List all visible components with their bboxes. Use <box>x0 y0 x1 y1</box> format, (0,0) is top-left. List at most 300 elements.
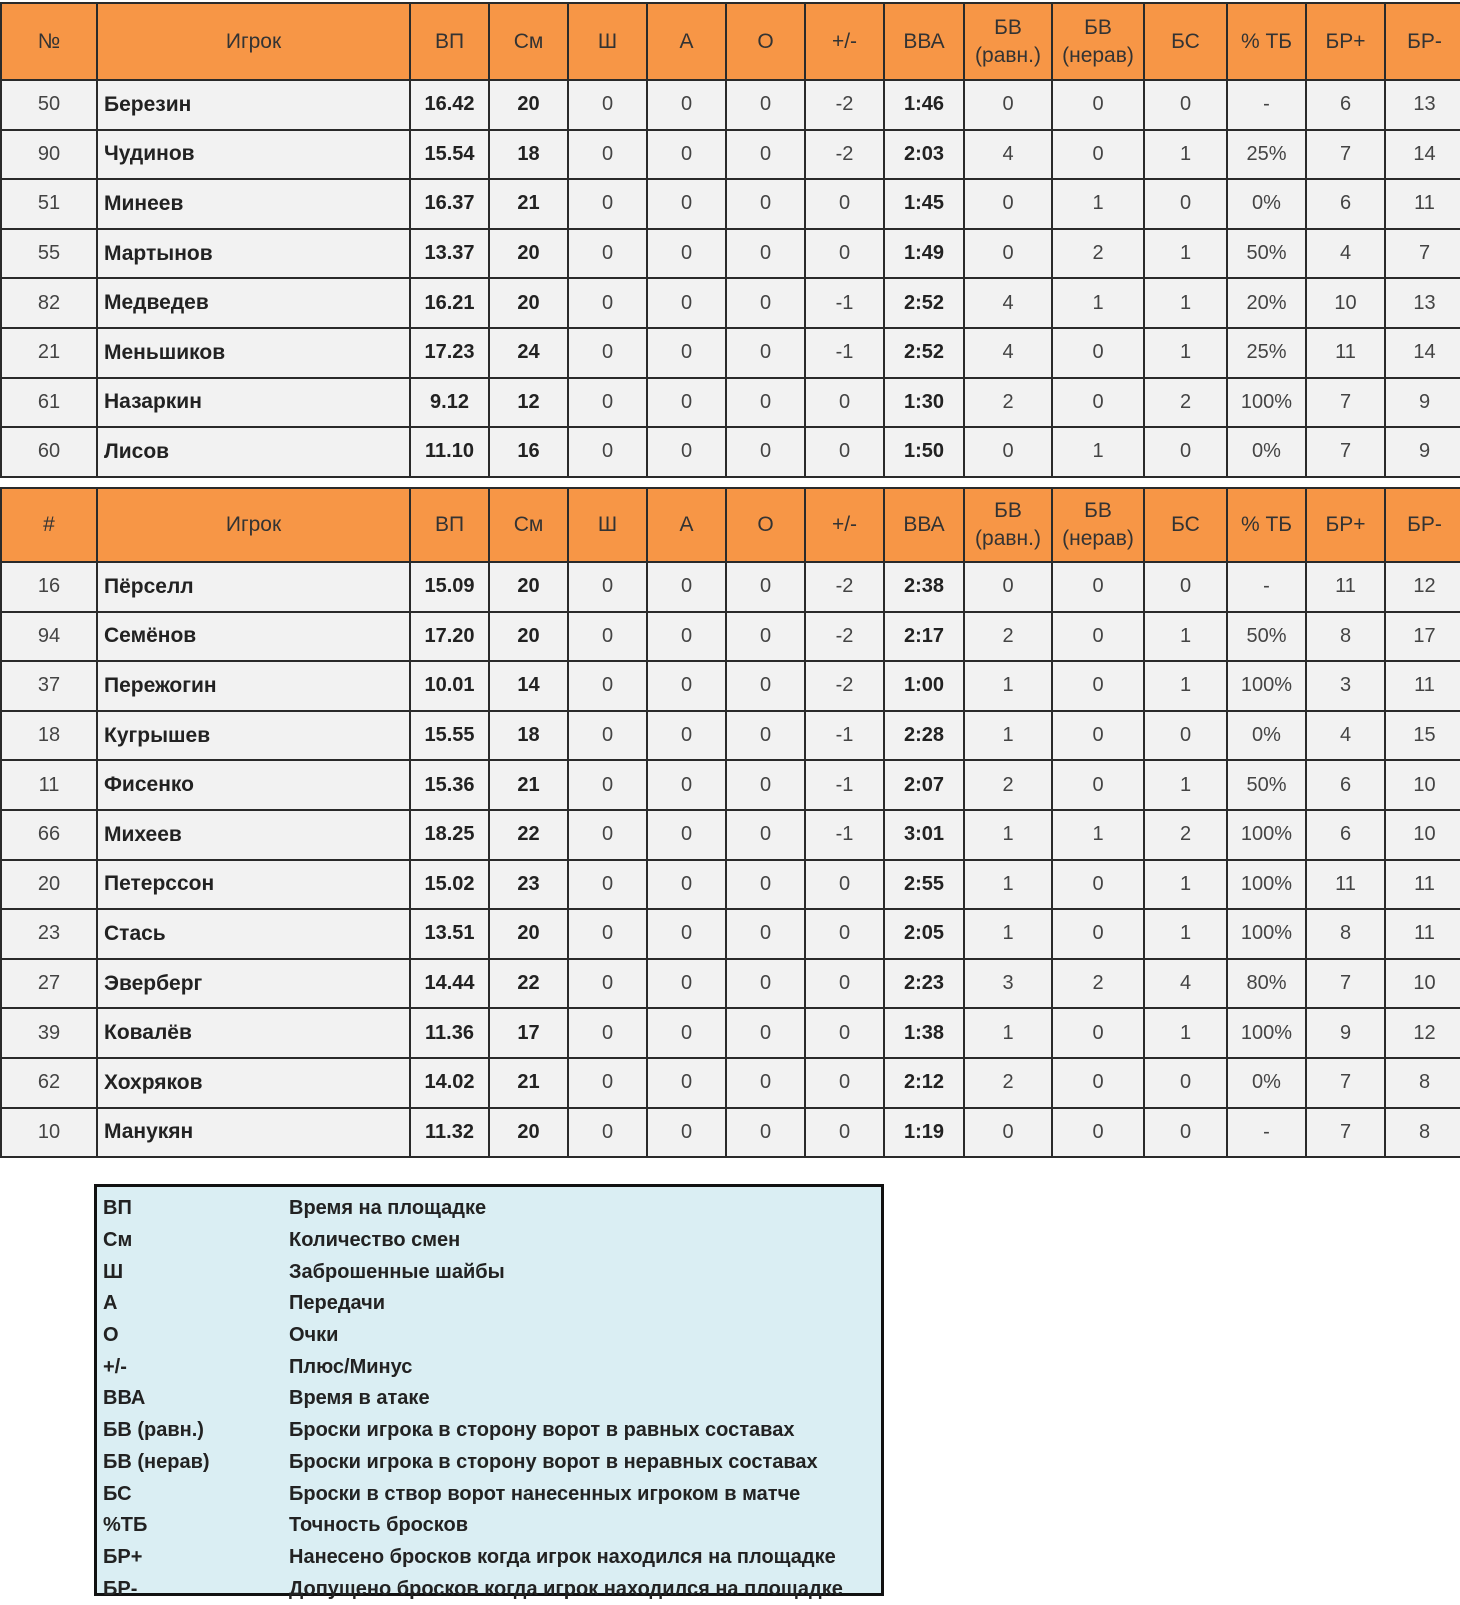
legend-description: Заброшенные шайбы <box>289 1260 505 1283</box>
legend-description: Время в атаке <box>289 1387 430 1410</box>
table-cell: 37 <box>1 661 97 711</box>
table-cell: 24 <box>489 328 568 378</box>
table-cell: 50% <box>1227 612 1306 662</box>
table-cell: 0 <box>1052 760 1144 810</box>
legend-abbreviation: +/- <box>103 1355 127 1378</box>
legend-row <box>103 1225 881 1257</box>
table-cell: 0 <box>805 860 884 910</box>
table-cell: 12 <box>489 378 568 428</box>
column-header: БВ (нерав) <box>1052 488 1144 562</box>
table-cell: 0 <box>647 130 726 180</box>
column-header: БС <box>1144 3 1227 80</box>
table-cell: 11 <box>1385 179 1460 229</box>
column-header: % ТБ <box>1227 3 1306 80</box>
table-cell: 16 <box>489 427 568 477</box>
column-header: № <box>1 3 97 80</box>
legend-abbreviation: А <box>103 1292 118 1315</box>
legend-row <box>103 1447 881 1479</box>
table-cell: 1 <box>964 909 1052 959</box>
table-cell: 11 <box>1385 860 1460 910</box>
table-cell: 100% <box>1227 378 1306 428</box>
table-cell: 20 <box>489 909 568 959</box>
legend-abbreviation: О <box>103 1324 119 1347</box>
column-header: См <box>489 3 568 80</box>
table-cell: 0 <box>1144 80 1227 130</box>
table-cell: 0 <box>568 612 647 662</box>
column-header: БС <box>1144 488 1227 562</box>
player-name-cell: Меньшиков <box>97 328 410 378</box>
table-cell: 15.54 <box>410 130 489 180</box>
legend-row <box>103 1256 881 1288</box>
player-name-cell: Хохряков <box>97 1058 410 1108</box>
column-header: % ТБ <box>1227 488 1306 562</box>
table-cell: 0 <box>647 562 726 612</box>
table-cell: 13 <box>1385 278 1460 328</box>
table-cell: 1 <box>964 661 1052 711</box>
table-cell: 0 <box>647 860 726 910</box>
table-cell: 0 <box>964 80 1052 130</box>
table-row <box>1 661 1460 711</box>
table-cell: 17.20 <box>410 612 489 662</box>
table-cell: 0 <box>1052 1058 1144 1108</box>
table-cell: 0 <box>726 130 805 180</box>
table-cell: 2 <box>964 1058 1052 1108</box>
player-name-cell: Медведев <box>97 278 410 328</box>
column-header: БР+ <box>1306 488 1385 562</box>
column-header: # <box>1 488 97 562</box>
table-cell: 0 <box>726 661 805 711</box>
table-cell: 6 <box>1306 80 1385 130</box>
table-cell: 2:05 <box>884 909 964 959</box>
table-cell: 11 <box>1385 661 1460 711</box>
table-cell: -2 <box>805 661 884 711</box>
table-cell: 10 <box>1385 760 1460 810</box>
table-cell: 1 <box>964 860 1052 910</box>
table-cell: 0 <box>568 959 647 1009</box>
table-cell: 14 <box>1385 130 1460 180</box>
player-name-cell: Манукян <box>97 1108 410 1158</box>
table-cell: 4 <box>1306 229 1385 279</box>
table-cell: 0 <box>647 278 726 328</box>
table-cell: 20 <box>489 562 568 612</box>
table-cell: 0 <box>568 378 647 428</box>
table-cell: 4 <box>964 328 1052 378</box>
table-cell: 0 <box>1052 130 1144 180</box>
table-cell: 0 <box>726 860 805 910</box>
table-cell: 14.02 <box>410 1058 489 1108</box>
legend-description: Передачи <box>289 1292 386 1315</box>
table-cell: 2 <box>964 612 1052 662</box>
table-cell: 50 <box>1 80 97 130</box>
table-cell: 23 <box>1 909 97 959</box>
table-cell: 21 <box>489 760 568 810</box>
column-header: ВВА <box>884 488 964 562</box>
table-cell: 2 <box>1144 810 1227 860</box>
table-cell: -2 <box>805 130 884 180</box>
table-cell: 0 <box>726 562 805 612</box>
table-cell: 100% <box>1227 661 1306 711</box>
column-header: Игрок <box>97 488 410 562</box>
legend-abbreviation: БС <box>103 1482 132 1505</box>
table-cell: 0 <box>647 328 726 378</box>
legend-row <box>103 1510 881 1542</box>
table-row <box>1 179 1460 229</box>
table-cell: 20 <box>489 1108 568 1158</box>
table-cell: 17 <box>489 1008 568 1058</box>
table-cell: 0 <box>647 612 726 662</box>
table-cell: 1 <box>1144 612 1227 662</box>
column-header: Ш <box>568 3 647 80</box>
table-cell: 39 <box>1 1008 97 1058</box>
table-cell: 1 <box>1144 229 1227 279</box>
table-cell: 0 <box>726 179 805 229</box>
table-cell: 0 <box>1052 661 1144 711</box>
table-cell: 62 <box>1 1058 97 1108</box>
table-cell: 6 <box>1306 810 1385 860</box>
table-cell: 90 <box>1 130 97 180</box>
table-cell: 0 <box>726 229 805 279</box>
player-name-cell: Эверберг <box>97 959 410 1009</box>
table-cell: 1:46 <box>884 80 964 130</box>
table-cell: 1 <box>1144 328 1227 378</box>
table-cell: 21 <box>489 179 568 229</box>
legend-abbreviation: Ш <box>103 1260 124 1283</box>
table-cell: -1 <box>805 328 884 378</box>
legend-description: Время на площадке <box>289 1197 487 1220</box>
table-cell: 20 <box>489 80 568 130</box>
column-header: БР- <box>1385 488 1460 562</box>
legend-row <box>103 1542 881 1574</box>
table-cell: 0 <box>568 80 647 130</box>
table-cell: 0 <box>647 1108 726 1158</box>
table-cell: 0 <box>964 562 1052 612</box>
table-cell: 7 <box>1306 1108 1385 1158</box>
table-cell: 11 <box>1 760 97 810</box>
table-cell: 17 <box>1385 612 1460 662</box>
table-row <box>1 1058 1460 1108</box>
table-cell: 0 <box>568 278 647 328</box>
table-row <box>1 612 1460 662</box>
table-cell: 3 <box>964 959 1052 1009</box>
table-row <box>1 378 1460 428</box>
table-cell: 2:28 <box>884 711 964 761</box>
player-name-cell: Минеев <box>97 179 410 229</box>
table-cell: 0 <box>1052 909 1144 959</box>
table-row <box>1 130 1460 180</box>
table-cell: -2 <box>805 562 884 612</box>
table-row <box>1 278 1460 328</box>
table-cell: 1 <box>1052 179 1144 229</box>
legend-description: Броски в створ ворот нанесенных игроком в матче <box>289 1482 801 1505</box>
table-cell: 4 <box>1306 711 1385 761</box>
table-cell: 20 <box>489 278 568 328</box>
player-name-cell: Лисов <box>97 427 410 477</box>
table-cell: 23 <box>489 860 568 910</box>
table-cell: 1 <box>1144 860 1227 910</box>
table-cell: 11 <box>1306 328 1385 378</box>
table-cell: 9.12 <box>410 378 489 428</box>
player-name-cell: Мартынов <box>97 229 410 279</box>
player-name-cell: Фисенко <box>97 760 410 810</box>
table-cell: 1:38 <box>884 1008 964 1058</box>
table-cell: 2:17 <box>884 612 964 662</box>
table-cell: 0 <box>647 909 726 959</box>
column-header: См <box>489 488 568 562</box>
table-cell: 0 <box>568 860 647 910</box>
table-cell: 20 <box>489 229 568 279</box>
table-cell: 20 <box>489 612 568 662</box>
column-header: ВП <box>410 488 489 562</box>
table-cell: 0 <box>1052 1008 1144 1058</box>
table-cell: 2 <box>1144 378 1227 428</box>
table-cell: 0 <box>647 229 726 279</box>
table-cell: 0 <box>1144 711 1227 761</box>
legend-abbreviation: БР- <box>103 1577 138 1600</box>
table-cell: 20% <box>1227 278 1306 328</box>
table-cell: - <box>1227 80 1306 130</box>
table-cell: 0 <box>805 378 884 428</box>
column-header: О <box>726 3 805 80</box>
table-cell: 9 <box>1385 427 1460 477</box>
table-cell: 0 <box>1144 562 1227 612</box>
table-cell: 0 <box>1052 1108 1144 1158</box>
table-cell: 0 <box>726 612 805 662</box>
table-cell: 1 <box>964 1008 1052 1058</box>
column-header: ВП <box>410 3 489 80</box>
table-cell: 100% <box>1227 810 1306 860</box>
table-cell: 1 <box>1052 427 1144 477</box>
table-cell: 0 <box>568 1108 647 1158</box>
legend-box <box>94 1184 884 1600</box>
table-cell: 0 <box>726 278 805 328</box>
table-cell: 10 <box>1 1108 97 1158</box>
table-cell: 0 <box>805 179 884 229</box>
table-cell: 0% <box>1227 1058 1306 1108</box>
table-cell: 0 <box>805 1008 884 1058</box>
legend-description: Очки <box>289 1324 339 1347</box>
legend-abbreviation: БВ (равн.) <box>103 1419 204 1442</box>
table-row <box>1 959 1460 1009</box>
table-cell: 6 <box>1306 760 1385 810</box>
table-cell: -1 <box>805 711 884 761</box>
table-cell: 3 <box>1306 661 1385 711</box>
legend-row <box>103 1351 881 1383</box>
table-cell: 7 <box>1385 229 1460 279</box>
table-cell: 60 <box>1 427 97 477</box>
table-cell: 12 <box>1385 1008 1460 1058</box>
table-cell: 0 <box>726 909 805 959</box>
table-cell: 18 <box>489 130 568 180</box>
table-cell: 2:52 <box>884 278 964 328</box>
table-cell: 11.36 <box>410 1008 489 1058</box>
table-cell: 0 <box>568 328 647 378</box>
column-header: А <box>647 3 726 80</box>
table-cell: 13 <box>1385 80 1460 130</box>
table-cell: 100% <box>1227 860 1306 910</box>
player-name-cell: Пёрселл <box>97 562 410 612</box>
table-cell: 82 <box>1 278 97 328</box>
table-cell: 7 <box>1306 427 1385 477</box>
table-cell: 12 <box>1385 562 1460 612</box>
table-row <box>1 810 1460 860</box>
table-header-row <box>1 488 1460 562</box>
table-cell: 1 <box>1144 760 1227 810</box>
table-cell: 10 <box>1385 810 1460 860</box>
legend-row <box>103 1478 881 1510</box>
table-cell: 0 <box>647 711 726 761</box>
table-cell: 0 <box>805 427 884 477</box>
legend-abbreviation: БР+ <box>103 1545 143 1568</box>
player-name-cell: Кугрышев <box>97 711 410 761</box>
table-cell: 7 <box>1306 130 1385 180</box>
table-cell: 11 <box>1306 860 1385 910</box>
table-cell: 25% <box>1227 328 1306 378</box>
legend-row <box>103 1193 881 1225</box>
table-cell: 0 <box>726 760 805 810</box>
legend-row <box>103 1288 881 1320</box>
table-row <box>1 229 1460 279</box>
column-header: БР+ <box>1306 3 1385 80</box>
legend-description: Броски игрока в сторону ворот в неравных составах <box>289 1450 818 1473</box>
table-cell: 13.37 <box>410 229 489 279</box>
table-cell: 8 <box>1306 909 1385 959</box>
table-cell: 14 <box>489 661 568 711</box>
table-cell: 15.36 <box>410 760 489 810</box>
table-cell: 15.02 <box>410 860 489 910</box>
table-row <box>1 909 1460 959</box>
table-cell: 14 <box>1385 328 1460 378</box>
legend-abbreviation: ВП <box>103 1197 132 1220</box>
table-row <box>1 427 1460 477</box>
player-name-cell: Чудинов <box>97 130 410 180</box>
table-cell: 15.55 <box>410 711 489 761</box>
table-cell: 0 <box>964 427 1052 477</box>
table-row <box>1 1108 1460 1158</box>
player-name-cell: Петерссон <box>97 860 410 910</box>
table-cell: 0 <box>647 1008 726 1058</box>
table-cell: 50% <box>1227 760 1306 810</box>
table-cell: 0 <box>1052 860 1144 910</box>
table-cell: 0 <box>568 130 647 180</box>
table-cell: 80% <box>1227 959 1306 1009</box>
table-cell: 2 <box>964 378 1052 428</box>
table-cell: 100% <box>1227 1008 1306 1058</box>
table-cell: 0 <box>726 328 805 378</box>
column-header: +/- <box>805 3 884 80</box>
column-header: Ш <box>568 488 647 562</box>
table-cell: 0 <box>568 562 647 612</box>
table-cell: 0 <box>568 810 647 860</box>
table-cell: 51 <box>1 179 97 229</box>
table-cell: 1 <box>1144 1008 1227 1058</box>
table-cell: 18 <box>1 711 97 761</box>
legend-description: Точность бросков <box>289 1514 468 1537</box>
table-cell: 21 <box>1 328 97 378</box>
table-cell: 16.42 <box>410 80 489 130</box>
table-cell: 94 <box>1 612 97 662</box>
table-cell: 1:50 <box>884 427 964 477</box>
table-cell: 7 <box>1306 1058 1385 1108</box>
table-cell: 55 <box>1 229 97 279</box>
player-name-cell: Ковалёв <box>97 1008 410 1058</box>
column-header: А <box>647 488 726 562</box>
table-cell: 2:03 <box>884 130 964 180</box>
table-cell: 1 <box>1052 810 1144 860</box>
table-cell: 0 <box>647 179 726 229</box>
table-cell: 1 <box>1144 909 1227 959</box>
table-cell: 1 <box>1144 278 1227 328</box>
table-cell: 0 <box>726 1008 805 1058</box>
table-cell: 21 <box>489 1058 568 1108</box>
table-cell: 11.10 <box>410 427 489 477</box>
table-cell: 2:12 <box>884 1058 964 1108</box>
table-cell: 20 <box>1 860 97 910</box>
table-cell: 0 <box>647 80 726 130</box>
legend-description: Плюс/Минус <box>289 1355 413 1378</box>
table-cell: 8 <box>1306 612 1385 662</box>
table-cell: 0 <box>1052 80 1144 130</box>
table-cell: 15.09 <box>410 562 489 612</box>
table-cell: 0 <box>647 661 726 711</box>
table-cell: 0 <box>647 1058 726 1108</box>
table-row <box>1 562 1460 612</box>
table-cell: 0 <box>964 179 1052 229</box>
table-cell: 8 <box>1385 1108 1460 1158</box>
table-cell: 1 <box>964 711 1052 761</box>
table-cell: 8 <box>1385 1058 1460 1108</box>
table-cell: 6 <box>1306 179 1385 229</box>
table-cell: 0 <box>568 229 647 279</box>
table-cell: 10 <box>1385 959 1460 1009</box>
legend-description: Нанесено бросков когда игрок находился на площадке <box>289 1545 836 1568</box>
table-cell: 0 <box>1144 179 1227 229</box>
legend-description: Допущено бросков когда игрок находился на площадке <box>289 1577 843 1600</box>
table-header-row <box>1 3 1460 80</box>
table-cell: -1 <box>805 760 884 810</box>
table-row <box>1 80 1460 130</box>
table-cell: 0 <box>647 378 726 428</box>
table-cell: 0 <box>647 760 726 810</box>
player-name-cell: Михеев <box>97 810 410 860</box>
table-cell: 0 <box>726 427 805 477</box>
table-cell: 1:00 <box>884 661 964 711</box>
table-cell: 11 <box>1306 562 1385 612</box>
table-cell: 100% <box>1227 909 1306 959</box>
legend-row <box>103 1383 881 1415</box>
table-cell: 2:07 <box>884 760 964 810</box>
legend-description: Количество смен <box>289 1229 461 1252</box>
table-cell: 0 <box>1052 711 1144 761</box>
table-cell: 0 <box>568 1058 647 1108</box>
table-cell: 0 <box>726 810 805 860</box>
table-cell: 0 <box>1144 427 1227 477</box>
table-cell: 15 <box>1385 711 1460 761</box>
table-cell: 4 <box>1144 959 1227 1009</box>
legend-row <box>103 1573 881 1605</box>
table-cell: 18 <box>489 711 568 761</box>
legend-abbreviation: БВ (нерав) <box>103 1450 210 1473</box>
table-cell: 0 <box>568 760 647 810</box>
table-cell: 16 <box>1 562 97 612</box>
table-cell: 27 <box>1 959 97 1009</box>
table-cell: 0 <box>805 959 884 1009</box>
table-cell: 10 <box>1306 278 1385 328</box>
table-row <box>1 760 1460 810</box>
table-cell: 0 <box>964 1108 1052 1158</box>
table-cell: 22 <box>489 810 568 860</box>
table-cell: 0 <box>726 711 805 761</box>
table-cell: 0 <box>568 711 647 761</box>
